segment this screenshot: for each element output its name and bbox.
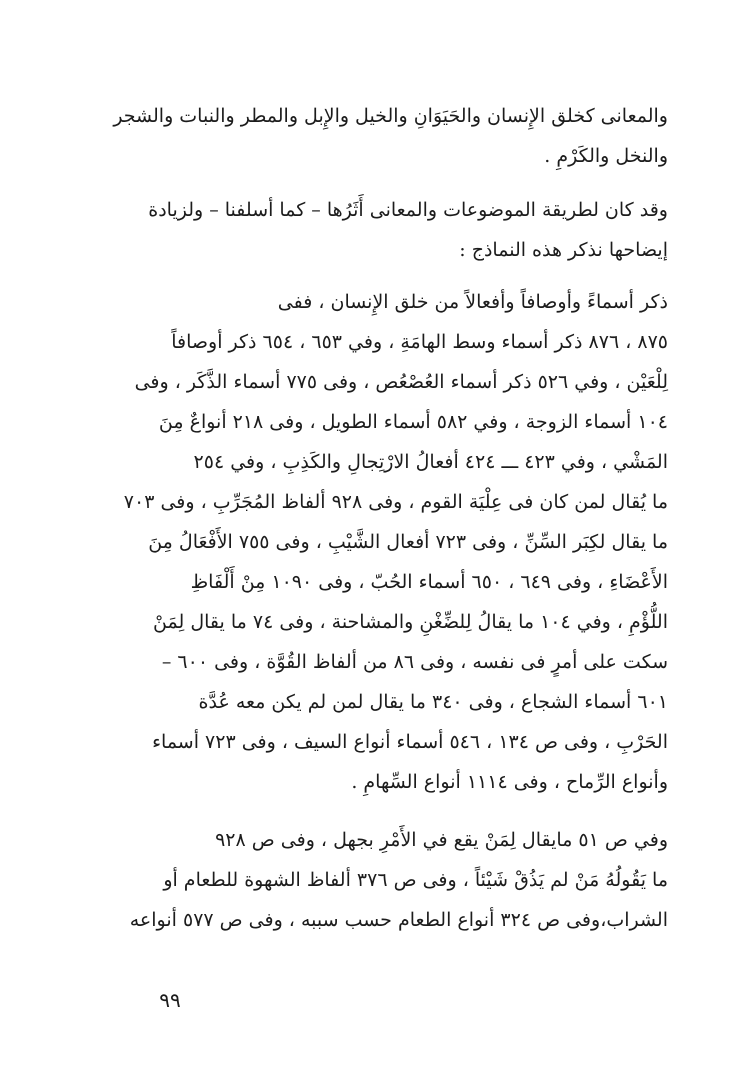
paragraph-2 xyxy=(128,190,668,270)
text-line: ما يقال لكِبَر السِّنِّ ، وفى ٧٢٣ أفعال الشَّيْبِ ، وفى ٧٥٥ الأَفْعَالُ مِنَ xyxy=(148,531,668,553)
text-line: ما يَقُولُهُ مَنْ لم يَذُقْ شَيْئاً ، وفى ص ٣٧٦ ألفاظ الشهوة للطعام أو xyxy=(163,869,668,891)
text-line: الأَعْضَاءِ ، وفى ٦٤٩ ، ٦٥٠ أسماء الحُبّ ، وفى ١٠٩٠ مِنْ أَلْفَاظِ xyxy=(190,571,668,593)
text-line: ذكر أسماءً وأوصافاً وأفعالاً من خلق الإِنسان ، ففى xyxy=(277,291,668,313)
paragraph-3 xyxy=(123,282,668,802)
text-line: وقد كان لطريقة الموضوعات والمعانى أَثَرُها – كما أسلفنا – ولزيادة xyxy=(148,199,668,221)
text-line: والنخل والكَرْمِ . xyxy=(544,145,668,167)
text-line: ١٠٤ أسماء الزوجة ، وفي ٥٨٢ أسماء الطويل ، وفى ٢١٨ أنواعٌ مِنَ xyxy=(158,411,668,433)
text-line: المَشْي ، وفي ٤٢٣ ـــ ٤٢٤ أفعالُ الارْتِجالِ والكَذِبِ ، وفي ٢٥٤ xyxy=(193,451,668,473)
text-line: وفي ص ٥١ مايقال لِمَنْ يقع في الأَمْرِ بجهل ، وفى ص ٩٢٨ xyxy=(215,829,668,851)
text-line: الشراب،وفى ص ٣٢٤ أنواع الطعام حسب سببه ، وفى ص ٥٧٧ أنواعه xyxy=(129,909,668,931)
page-number: ٩٩ xyxy=(159,988,181,1012)
text-line: اللُّؤْمِ ، وفي ١٠٤ ما يقالُ لِلضِّغْنِ والمشاحنة ، وفى ٧٤ ما يقال لِمَنْ xyxy=(153,611,668,633)
text-line: ٦٠١ أسماء الشجاع ، وفى ٣٤٠ ما يقال لمن لم يكن معه عُدَّة xyxy=(198,691,668,713)
text-line: والمعانى كخلق الإِنسان والحَيَوَانِ والخيل والإِبل والمطر والنبات والشجر xyxy=(113,105,668,127)
paragraph-1 xyxy=(113,96,668,176)
text-line: لِلْعَيْن ، وفي ٥٢٦ ذكر أسماء العُصْعُص ، وفى ٧٧٥ أسماء الذَّكَر ، وفى xyxy=(134,371,668,393)
text-line: ٨٧٥ ، ٨٧٦ ذكر أسماء وسط الهامَةِ ، وفي ٦٥٣ ، ٦٥٤ ذكر أوصافاً xyxy=(171,331,668,353)
text-line: وأنواع الرِّماح ، وفى ١١١٤ أنواع السِّهامِ . xyxy=(351,771,668,793)
text-line: إيضاحها نذكر هذه النماذج : xyxy=(459,239,668,261)
paragraph-4 xyxy=(128,820,668,940)
text-line: الحَرْبِ ، وفى ص ١٣٤ ، ٥٤٦ أسماء أنواع السيف ، وفى ٧٢٣ أسماء xyxy=(152,731,668,753)
text-line: سكت على أمرٍ فى نفسه ، وفى ٨٦ من ألفاظ القُوَّة ، وفى ٦٠٠ – xyxy=(161,651,668,673)
text-line: ما يُقال لمن كان فى عِلْيَة القوم ، وفى ٩٢٨ ألفاظ المُجَرِّبِ ، وفى ٧٠٣ xyxy=(123,491,668,513)
